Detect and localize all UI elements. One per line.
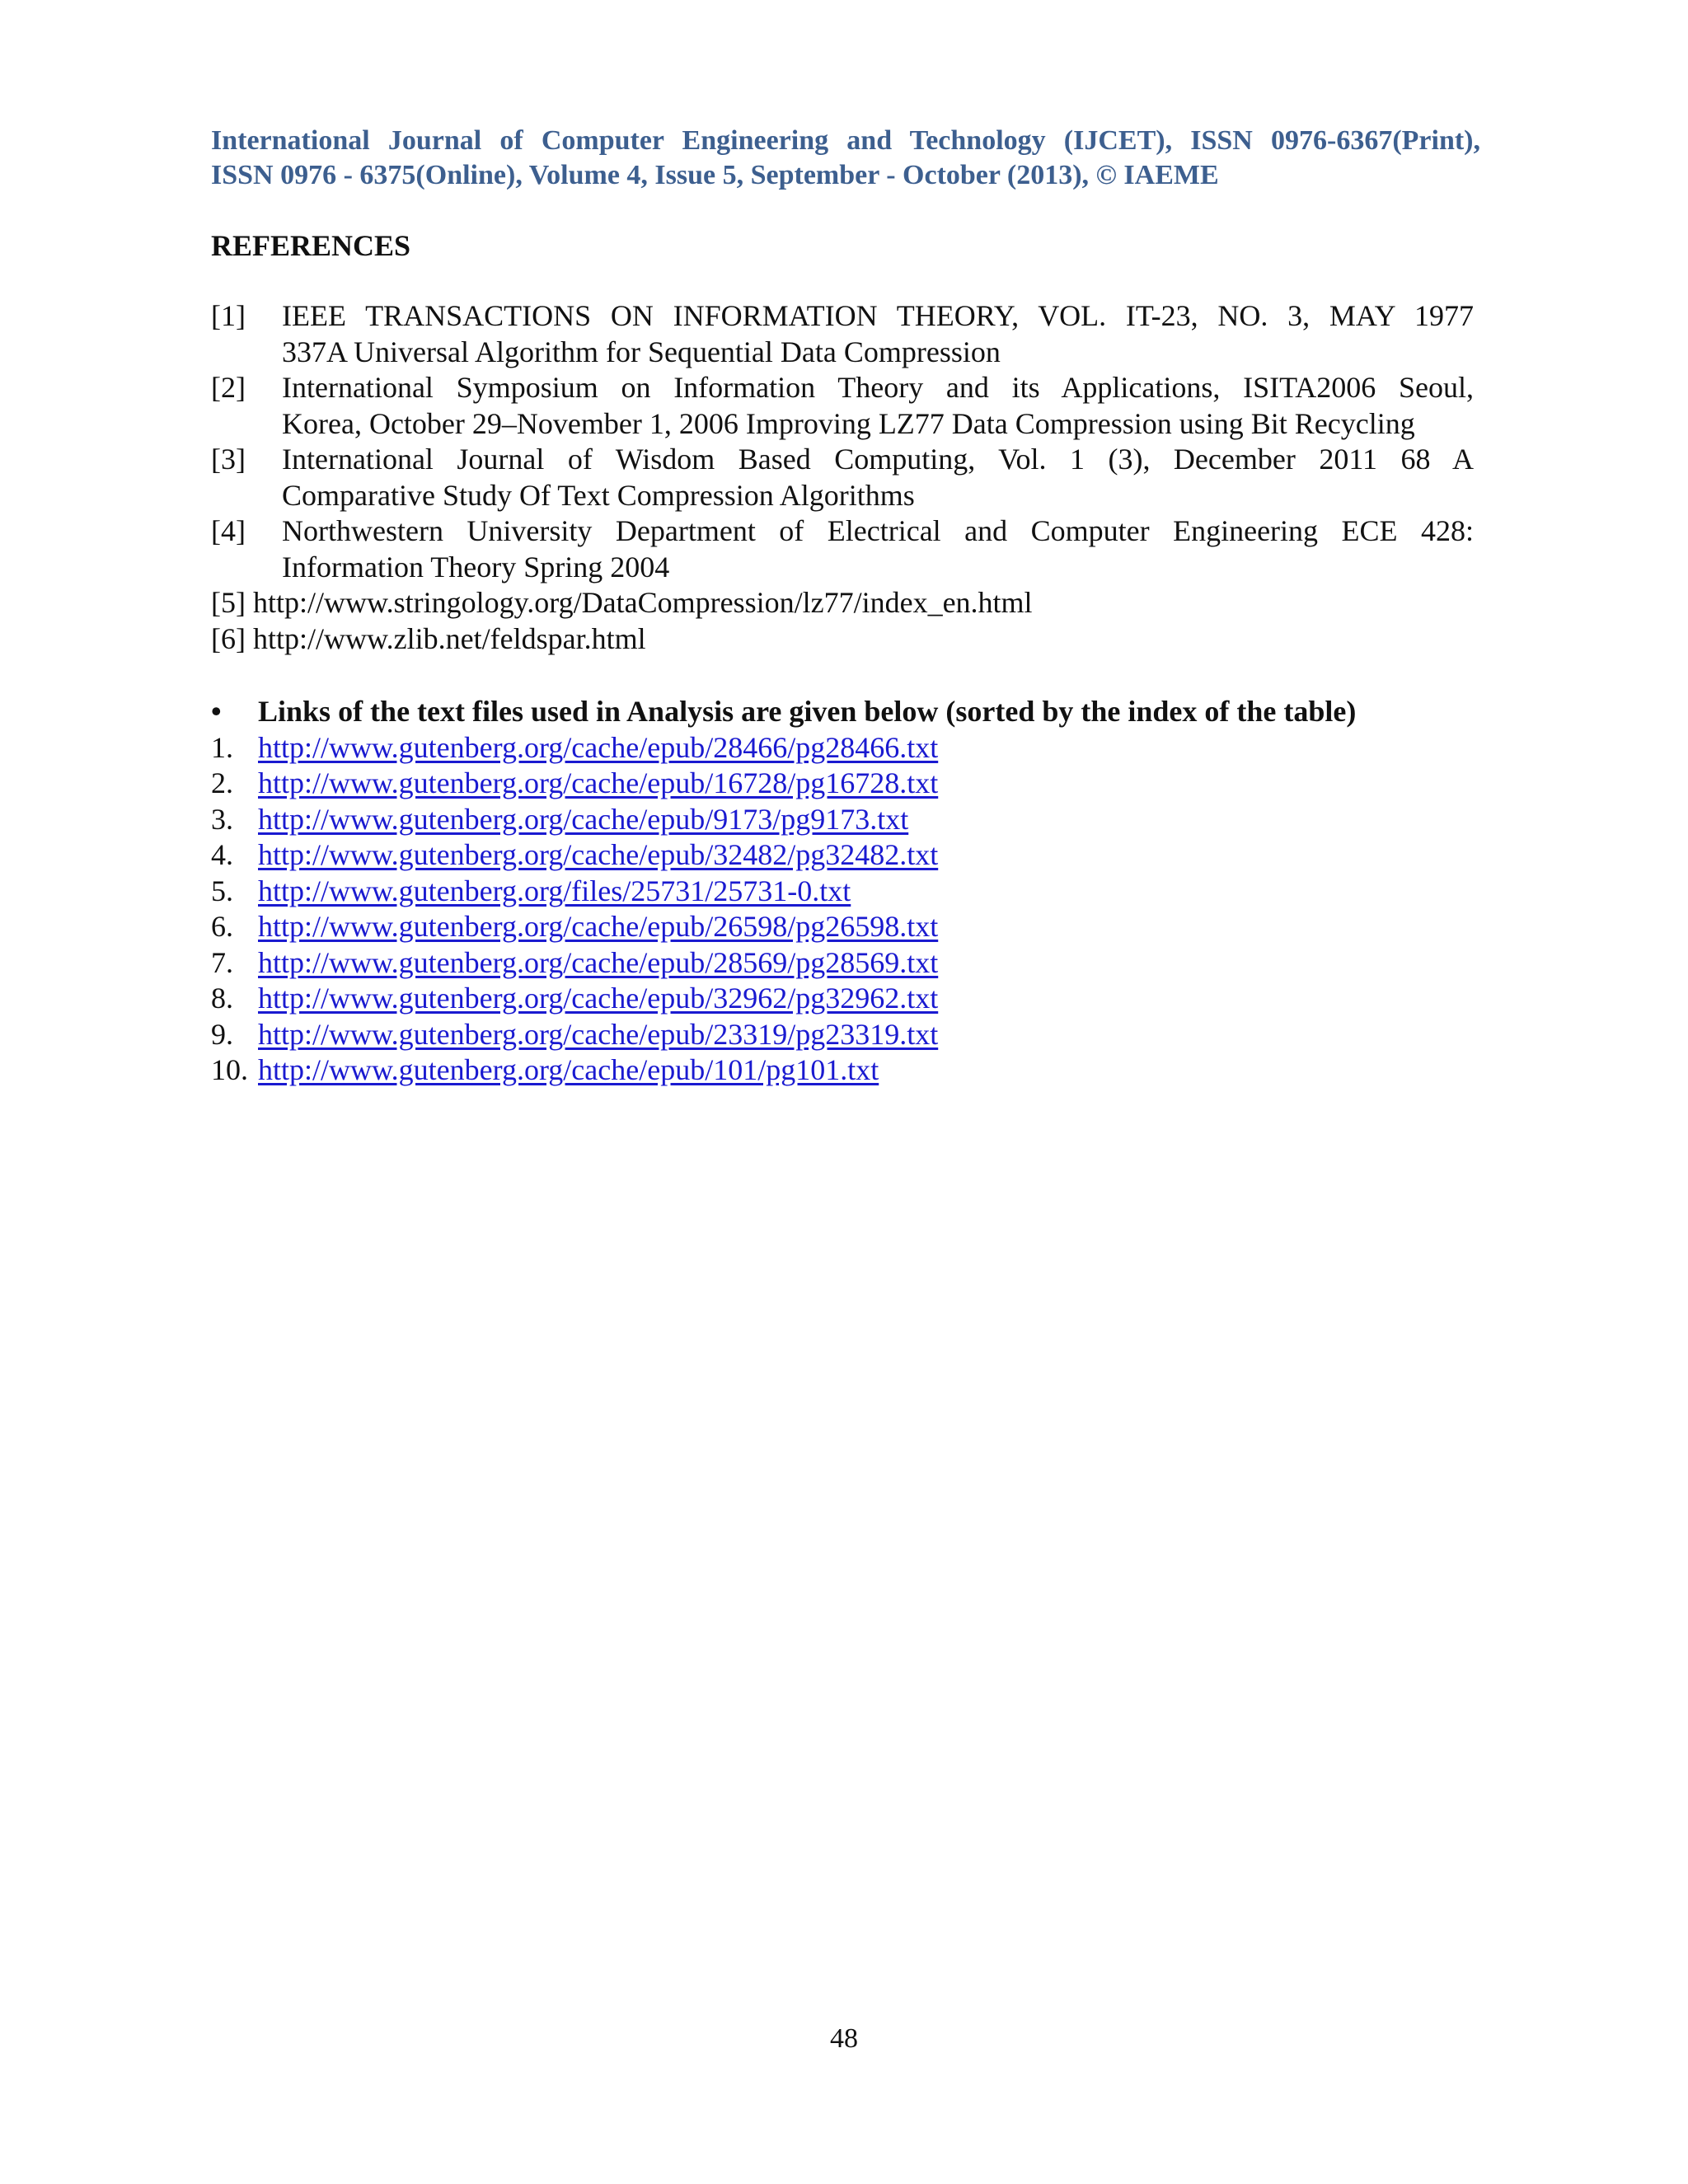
reference-text-line: Information Theory Spring 2004 (282, 550, 670, 583)
links-heading-text: Links of the text files used in Analysis are given below (sorted by the index of the table) (258, 695, 1357, 728)
gutenberg-link[interactable]: http://www.gutenberg.org/cache/epub/28466/pg28466.txt (258, 730, 939, 764)
reference-number: [2] (211, 371, 246, 404)
link-item-4 (211, 837, 1480, 874)
gutenberg-link[interactable]: http://www.gutenberg.org/cache/epub/26598/pg26598.txt (258, 910, 939, 943)
journal-header (211, 124, 1480, 193)
reference-item-3 (211, 442, 1474, 513)
page-number: 48 (830, 2023, 858, 2054)
reference-number: [1] (211, 299, 246, 332)
link-item-5 (211, 874, 1480, 910)
gutenberg-link[interactable]: http://www.gutenberg.org/cache/epub/23319/pg23319.txt (258, 1017, 939, 1051)
link-number: 4. (211, 838, 233, 871)
link-item-8 (211, 981, 1480, 1017)
references-heading: REFERENCES (211, 229, 411, 262)
reference-text-line: Korea, October 29–November 1, 2006 Improving LZ77 Data Compression using Bit Recycling (282, 406, 1415, 440)
gutenberg-link[interactable]: http://www.gutenberg.org/cache/epub/101/pg101.txt (258, 1053, 879, 1086)
link-number: 7. (211, 945, 233, 979)
link-item-10 (211, 1052, 1480, 1089)
link-number: 10. (211, 1053, 248, 1086)
reference-number: [4] (211, 514, 246, 547)
link-number: 1. (211, 730, 233, 764)
link-item-6 (211, 909, 1480, 945)
references-list (211, 298, 1474, 657)
reference-item-5: [5] http://www.stringology.org/DataCompression/lz77/index_en.html (211, 586, 1033, 619)
reference-item-4 (211, 513, 1474, 585)
gutenberg-link[interactable]: http://www.gutenberg.org/cache/epub/28569/pg28569.txt (258, 945, 939, 979)
journal-header-line-1: International Journal of Computer Engineering and Technology (IJCET), ISSN 0976-6367(Print), (211, 125, 1480, 156)
gutenberg-link[interactable]: http://www.gutenberg.org/cache/epub/32482/pg32482.txt (258, 838, 939, 871)
link-number: 3. (211, 802, 233, 836)
gutenberg-link[interactable]: http://www.gutenberg.org/cache/epub/16728/pg16728.txt (258, 766, 939, 799)
link-item-3 (211, 802, 1480, 838)
link-number: 2. (211, 766, 233, 799)
bullet-icon: • (211, 695, 222, 728)
link-number: 6. (211, 910, 233, 943)
link-item-7 (211, 945, 1480, 982)
links-heading (211, 694, 1480, 730)
link-number: 5. (211, 874, 233, 907)
reference-item-6: [6] http://www.zlib.net/feldspar.html (211, 621, 646, 655)
reference-text-line: International Symposium on Information Theory and its Applications, ISITA2006 Seoul, (282, 371, 1474, 404)
journal-header-line-2: ISSN 0976 - 6375(Online), Volume 4, Issue 5, September - October (2013), © IAEME (211, 160, 1219, 190)
reference-text-line: 337A Universal Algorithm for Sequential Data Compression (282, 335, 1001, 368)
gutenberg-link[interactable]: http://www.gutenberg.org/cache/epub/9173/pg9173.txt (258, 802, 909, 836)
reference-text-line: Northwestern University Department of Electrical and Computer Engineering ECE 428: (282, 514, 1474, 547)
gutenberg-link[interactable]: http://www.gutenberg.org/cache/epub/32962/pg32962.txt (258, 982, 939, 1015)
reference-item-1 (211, 298, 1474, 370)
reference-text-line: International Journal of Wisdom Based Computing, Vol. 1 (3), December 2011 68 A (282, 443, 1474, 476)
link-number: 8. (211, 982, 233, 1015)
reference-item-2 (211, 370, 1474, 442)
link-item-9 (211, 1017, 1480, 1053)
reference-text-line: Comparative Study Of Text Compression Algorithms (282, 478, 915, 512)
gutenberg-link[interactable]: http://www.gutenberg.org/files/25731/25731-0.txt (258, 874, 851, 907)
reference-text-line: IEEE TRANSACTIONS ON INFORMATION THEORY, VOL. IT-23, NO. 3, MAY 1977 (282, 299, 1474, 332)
text-file-links-section (211, 694, 1480, 1089)
link-item-2 (211, 766, 1480, 802)
reference-number: [3] (211, 443, 246, 476)
link-number: 9. (211, 1017, 233, 1051)
link-item-1 (211, 730, 1480, 766)
